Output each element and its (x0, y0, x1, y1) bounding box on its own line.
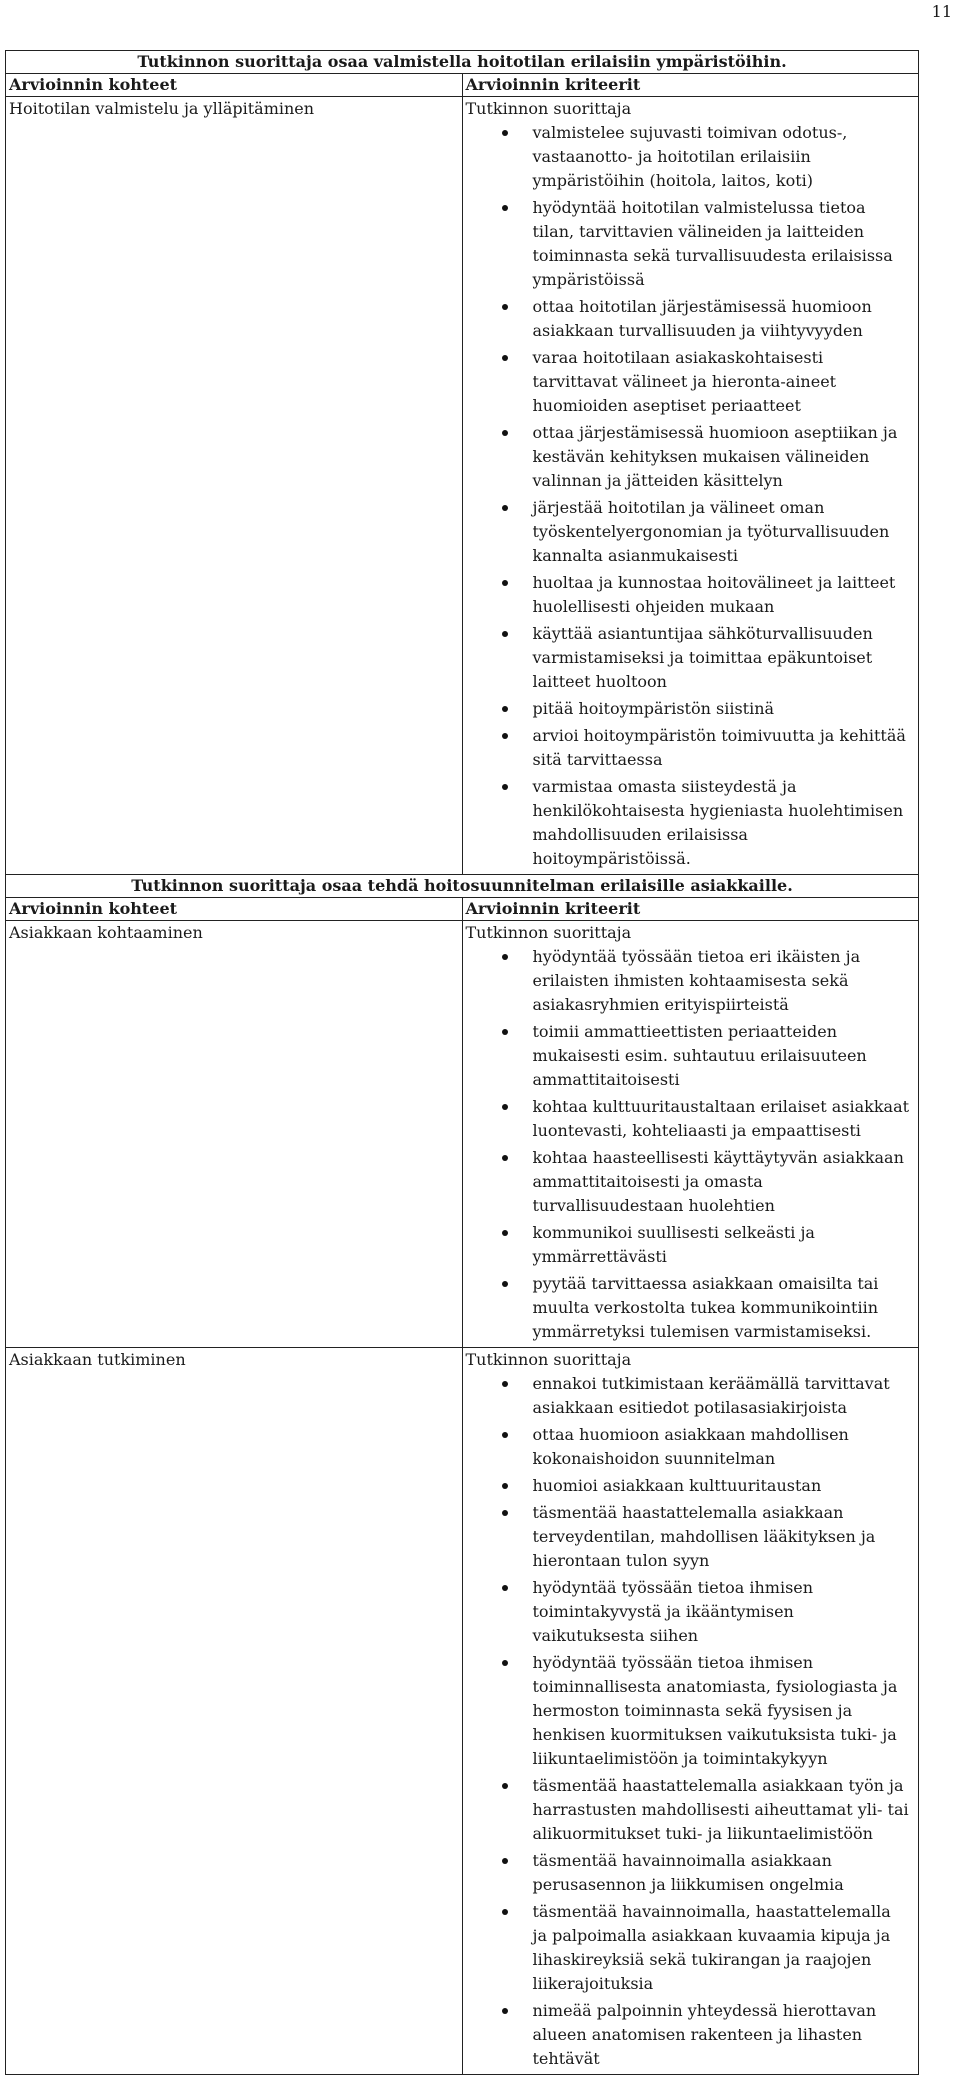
criteria-cell (462, 1348, 919, 2075)
criteria-lead: Tutkinnon suorittaja (465, 923, 632, 942)
criteria-item: järjestää hoitotilan ja välineet oman työskentelyergonomian ja työturvallisuuden kannalta asianmukaisesti (533, 496, 911, 568)
criteria-item: valmistelee sujuvasti toimivan odotus-, vastaanotto- ja hoitotilan erilaisiin ympäristöihin (hoitola, laitos, koti) (533, 121, 911, 193)
criteria-column-header: Arvioinnin kriteerit (462, 898, 919, 921)
criteria-item: hyödyntää hoitotilan valmistelussa tietoa tilan, tarvittavien välineiden ja laitteiden toiminnasta sekä turvallisuudesta erilaisissa ympäristöissä (533, 196, 911, 292)
criteria-item: kohtaa kulttuuritaustaltaan erilaiset asiakkaat luontevasti, kohteliaasti ja empaattisesti (533, 1095, 911, 1143)
assessment-criteria-table (5, 50, 919, 2075)
criteria-lead: Tutkinnon suorittaja (465, 1350, 632, 1369)
criteria-row (6, 97, 919, 875)
criteria-item: ottaa järjestämisessä huomioon aseptiikan ja kestävän kehityksen mukaisen välineiden valinnan ja jätteiden käsittelyn (533, 421, 911, 493)
criteria-item: varaa hoitotilaan asiakaskohtaisesti tarvittavat välineet ja hieronta-aineet huomioiden aseptiset periaatteet (533, 346, 911, 418)
section-title: Tutkinnon suorittaja osaa valmistella hoitotilan erilaisiin ympäristöihin. (6, 51, 919, 74)
criteria-column-header: Arvioinnin kriteerit (462, 74, 919, 97)
criteria-item: nimeää palpoinnin yhteydessä hierottavan alueen anatomisen rakenteen ja lihasten tehtävät (533, 1999, 911, 2071)
section-title: Tutkinnon suorittaja osaa tehdä hoitosuunnitelman erilaisille asiakkaille. (6, 875, 919, 898)
objects-column-header: Arvioinnin kohteet (6, 74, 463, 97)
criteria-item: pitää hoitoympäristön siistinä (533, 697, 911, 721)
section-2-title-row (6, 875, 919, 898)
criteria-item: pyytää tarvittaessa asiakkaan omaisilta tai muulta verkostolta tukea kommunikointiin ymmärretyksi tulemisen varmistamiseksi. (533, 1272, 911, 1344)
criteria-item: arvioi hoitoympäristön toimivuutta ja kehittää sitä tarvittaessa (533, 724, 911, 772)
criteria-item: toimii ammattieettisten periaatteiden mukaisesti esim. suhtautuu erilaisuuteen ammattitaitoisesti (533, 1020, 911, 1092)
criteria-cell (462, 921, 919, 1348)
criteria-item: hyödyntää työssään tietoa ihmisen toimintakyvystä ja ikääntymisen vaikutuksesta siihen (533, 1576, 911, 1648)
criteria-item: ottaa huomioon asiakkaan mahdollisen kokonaishoidon suunnitelman (533, 1423, 911, 1471)
criteria-item: käyttää asiantuntijaa sähköturvallisuuden varmistamiseksi ja toimittaa epäkuntoiset laitteet huoltoon (533, 622, 911, 694)
assessment-object: Asiakkaan tutkiminen (6, 1348, 463, 2075)
criteria-item: hyödyntää työssään tietoa eri ikäisten ja erilaisten ihmisten kohtaamisesta sekä asiakasryhmien erityispiirteistä (533, 945, 911, 1017)
criteria-cell (462, 97, 919, 875)
criteria-item: ennakoi tutkimistaan keräämällä tarvittavat asiakkaan esitiedot potilasasiakirjoista (533, 1372, 911, 1420)
assessment-object: Asiakkaan kohtaaminen (6, 921, 463, 1348)
page-number: 11 (931, 2, 952, 21)
criteria-item: huomioi asiakkaan kulttuuritaustan (533, 1474, 911, 1498)
objects-column-header: Arvioinnin kohteet (6, 898, 463, 921)
criteria-item: hyödyntää työssään tietoa ihmisen toiminnallisesta anatomiasta, fysiologiasta ja hermoston toiminnasta sekä fyysisen ja henkisen kuormituksen vaikutuksista tuki- ja liikuntaelimistöön ja toimintakykyyn (533, 1651, 911, 1771)
criteria-item: täsmentää haastattelemalla asiakkaan työn ja harrastusten mahdollisesti aiheuttamat yli- tai alikuormitukset tuki- ja liikuntaelimistöön (533, 1774, 911, 1846)
criteria-list (466, 945, 919, 1344)
criteria-item: täsmentää haastattelemalla asiakkaan terveydentilan, mahdollisen lääkityksen ja hierontaan tulon syyn (533, 1501, 911, 1573)
section-1-header-row (6, 74, 919, 97)
criteria-item: varmistaa omasta siisteydestä ja henkilökohtaisesta hygieniasta huolehtimisen mahdollisuuden erilaisissa hoitoympäristöissä. (533, 775, 911, 871)
assessment-object: Hoitotilan valmistelu ja ylläpitäminen (6, 97, 463, 875)
criteria-row (6, 1348, 919, 2075)
criteria-item: huoltaa ja kunnostaa hoitovälineet ja laitteet huolellisesti ohjeiden mukaan (533, 571, 911, 619)
section-2-header-row (6, 898, 919, 921)
criteria-item: ottaa hoitotilan järjestämisessä huomioon asiakkaan turvallisuuden ja viihtyvyyden (533, 295, 911, 343)
criteria-item: kohtaa haasteellisesti käyttäytyvän asiakkaan ammattitaitoisesti ja omasta turvallisuudestaan huolehtien (533, 1146, 911, 1218)
criteria-item: kommunikoi suullisesti selkeästi ja ymmärrettävästi (533, 1221, 911, 1269)
criteria-list (466, 121, 919, 871)
section-1-title-row (6, 51, 919, 74)
criteria-item: täsmentää havainnoimalla asiakkaan perusasennon ja liikkumisen ongelmia (533, 1849, 911, 1897)
criteria-row (6, 921, 919, 1348)
criteria-item: täsmentää havainnoimalla, haastattelemalla ja palpoimalla asiakkaan kuvaamia kipuja ja lihaskireyksiä sekä tukirangan ja raajojen liikerajoituksia (533, 1900, 911, 1996)
criteria-lead: Tutkinnon suorittaja (465, 99, 632, 118)
criteria-list (466, 1372, 919, 2071)
